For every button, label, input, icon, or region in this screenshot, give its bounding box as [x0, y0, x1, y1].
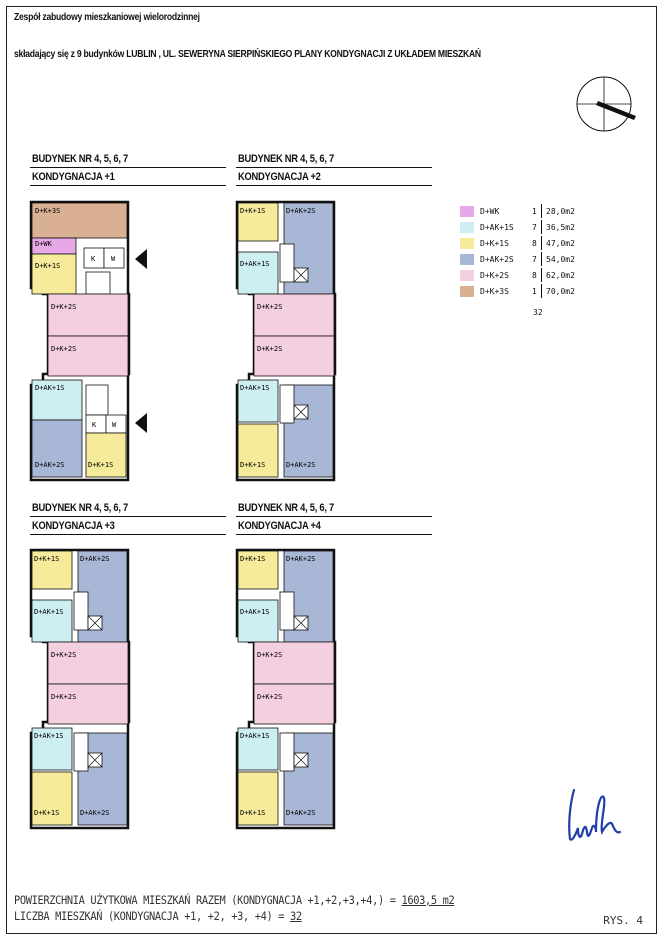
shaft-icon [294, 753, 308, 767]
label-ak2s: D+AK+2S [286, 461, 316, 469]
project-subtitle: składający się z 9 budynków LUBLIN , UL. SEWERYNA SIERPIŃSKIEGO PLANY KONDYGNACJI Z UKŁADEM MIESZKAŃ [14, 48, 481, 60]
legend-area: 28,0m2 [546, 207, 575, 216]
stair [74, 733, 88, 771]
label-ak1s: D+AK+1S [240, 384, 270, 392]
unit-k1s [238, 772, 278, 825]
divider [541, 220, 542, 234]
legend-code: D+K+1S [480, 239, 509, 248]
divider [30, 185, 226, 186]
project-title: Zespół zabudowy mieszkaniowej wielorodzinnej [14, 11, 200, 23]
divider [236, 534, 432, 535]
label-k1s: D+K+1S [34, 555, 60, 563]
legend-total: 32 [533, 308, 543, 317]
label-k1s: D+K+1S [240, 207, 266, 215]
label-k3s: D+K+3S [35, 207, 61, 215]
legend-code: D+AK+1S [480, 223, 514, 232]
label-ak2s: D+AK+2S [286, 207, 316, 215]
legend-code: D+K+3S [480, 287, 509, 296]
label-k1s: D+K+1S [34, 809, 60, 817]
unit-count-line [14, 909, 302, 923]
legend-code: D+K+2S [480, 271, 509, 280]
divider [541, 236, 542, 250]
unit-k2s [254, 336, 334, 376]
label-kitchen: K [92, 421, 97, 429]
label-k2s: D+K+2S [51, 693, 77, 701]
signature [560, 784, 640, 854]
building-1-floor: KONDYGNACJA +1 [32, 171, 115, 183]
legend-row [460, 204, 620, 218]
legend-row [460, 220, 620, 234]
building-3-name: BUDYNEK NR 4, 5, 6, 7 [32, 502, 128, 514]
label-k1s: D+K+1S [240, 809, 266, 817]
label-kitchen: K [91, 255, 96, 263]
label-wk: D+WK [35, 240, 52, 248]
legend-count: 8 [532, 271, 537, 280]
legend-code: D+WK [480, 207, 500, 216]
divider [541, 268, 542, 282]
legend-count: 7 [532, 255, 537, 264]
unit-count-value: 32 [289, 909, 302, 923]
label-k2s: D+K+2S [257, 345, 283, 353]
unit-k2s [254, 294, 334, 336]
legend-count: 1 [532, 287, 537, 296]
label-k1s: D+K+1S [240, 555, 266, 563]
building-2-name: BUDYNEK NR 4, 5, 6, 7 [238, 153, 334, 165]
building-3-floor: KONDYGNACJA +3 [32, 520, 115, 532]
legend-row [460, 236, 620, 250]
label-k1s: D+K+1S [240, 461, 266, 469]
unit-k2s [48, 642, 128, 684]
label-k1s: D+K+1S [35, 262, 61, 270]
label-k2s: D+K+2S [257, 303, 283, 311]
label-ak1s: D+AK+1S [240, 608, 270, 616]
divider [30, 534, 226, 535]
label-k2s: D+K+2S [257, 693, 283, 701]
label-k2s: D+K+2S [257, 651, 283, 659]
total-area-value: 1603,5 m2 [401, 893, 455, 907]
legend-swatch [460, 222, 474, 233]
legend-swatch [460, 270, 474, 281]
unit-ak1s [238, 252, 278, 294]
legend-count: 1 [532, 207, 537, 216]
building-2-floor: KONDYGNACJA +2 [238, 171, 321, 183]
legend-area: 70,0m2 [546, 287, 575, 296]
legend-row [460, 252, 620, 266]
sheet-number: RYS. 4 [603, 914, 643, 927]
divider [236, 516, 432, 517]
shaft-icon [294, 405, 308, 419]
label-ak2s: D+AK+2S [80, 555, 110, 563]
legend-code: D+AK+2S [480, 255, 514, 264]
label-k1s: D+K+1S [88, 461, 114, 469]
label-ak2s: D+AK+2S [286, 555, 316, 563]
label-ak1s: D+AK+1S [34, 608, 64, 616]
floor-plan-3 [28, 548, 158, 833]
total-area-label: POWIERZCHNIA UŻYTKOWA MIESZKAŃ RAZEM (KONDYGNACJA +1,+2,+3,+4,) = [14, 893, 402, 907]
legend-area: 47,0m2 [546, 239, 575, 248]
label-k2s: D+K+2S [51, 303, 77, 311]
label-ak1s: D+AK+1S [240, 260, 270, 268]
legend-row [460, 268, 620, 282]
legend-count: 7 [532, 223, 537, 232]
divider [541, 204, 542, 218]
label-ak2s: D+AK+2S [286, 809, 316, 817]
stair [74, 592, 88, 630]
label-ak2s: D+AK+2S [35, 461, 65, 469]
label-ak1s: D+AK+1S [240, 732, 270, 740]
stair [280, 592, 294, 630]
legend-swatch [460, 286, 474, 297]
entrance-arrow-icon [133, 412, 149, 434]
unit-k2s [254, 684, 334, 724]
label-wc: W [112, 421, 117, 429]
stair [280, 385, 294, 423]
divider [30, 516, 226, 517]
unit-ak1s [238, 600, 278, 642]
divider [541, 284, 542, 298]
floor-plan-1-labels [28, 200, 158, 485]
label-ak2s: D+AK+2S [80, 809, 110, 817]
floor-plan-2 [234, 200, 364, 485]
building-1-name: BUDYNEK NR 4, 5, 6, 7 [32, 153, 128, 165]
legend-swatch [460, 254, 474, 265]
legend-area: 62,0m2 [546, 271, 575, 280]
legend-row [460, 284, 620, 298]
building-4-floor: KONDYGNACJA +4 [238, 520, 321, 532]
legend-count: 8 [532, 239, 537, 248]
unit-ak1s [32, 600, 72, 642]
legend-swatch [460, 238, 474, 249]
shaft-icon [294, 616, 308, 630]
label-k2s: D+K+2S [51, 651, 77, 659]
divider [30, 167, 226, 168]
total-area-line [14, 893, 454, 907]
unit-count-label: LICZBA MIESZKAŃ (KONDYGNACJA +1, +2, +3, +4) = [14, 909, 290, 923]
unit-k1s [238, 424, 278, 477]
unit-k2s [254, 642, 334, 684]
entrance-arrow-icon [133, 248, 149, 270]
unit-k2s [48, 684, 128, 724]
shaft-icon [294, 268, 308, 282]
label-ak1s: D+AK+1S [34, 732, 64, 740]
legend-swatch [460, 206, 474, 217]
label-k2s: D+K+2S [51, 345, 77, 353]
north-arrow-icon [574, 74, 638, 138]
divider [236, 167, 432, 168]
floor-plan-4 [234, 548, 364, 833]
stair [280, 244, 294, 282]
legend-area: 36,5m2 [546, 223, 575, 232]
stair [280, 733, 294, 771]
building-4-name: BUDYNEK NR 4, 5, 6, 7 [238, 502, 334, 514]
unit-k1s [32, 772, 72, 825]
legend-area: 54,0m2 [546, 255, 575, 264]
label-ak1s: D+AK+1S [35, 384, 65, 392]
shaft-icon [88, 616, 102, 630]
divider [541, 252, 542, 266]
label-wc: W [111, 255, 116, 263]
divider [236, 185, 432, 186]
shaft-icon [88, 753, 102, 767]
